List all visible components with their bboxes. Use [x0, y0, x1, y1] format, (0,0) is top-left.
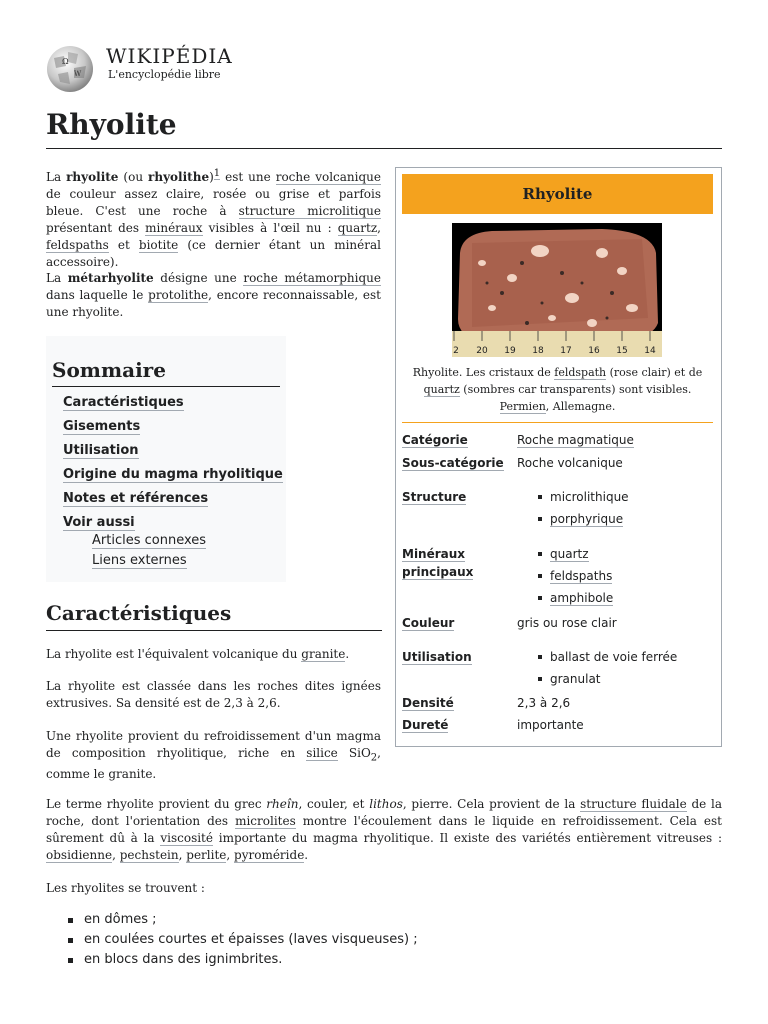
- link-biotite[interactable]: biotite: [138, 238, 179, 252]
- link-structure-microlitique[interactable]: structure microlitique: [238, 204, 382, 218]
- ruler-label: 20: [476, 346, 488, 356]
- ref-link[interactable]: 1: [213, 168, 221, 179]
- section-paragraph-1: La rhyolite est l'équivalent volcanique du granite.: [46, 647, 350, 661]
- ruler-label: 18: [532, 346, 544, 356]
- toc-item-voir-aussi[interactable]: Voir aussi: [63, 515, 135, 530]
- rhyolite-locations-list: [66, 910, 418, 967]
- infobox-value-sous-categorie: Roche volcanique: [517, 456, 623, 470]
- svg-text:Ω: Ω: [62, 57, 69, 66]
- ruler-label: 15: [616, 346, 628, 356]
- infobox-label-mineraux[interactable]: Minéraux principaux: [402, 547, 474, 579]
- list-item: en blocs dans des ignimbrites.: [66, 950, 418, 970]
- toc-item-gisements[interactable]: Gisements: [63, 419, 141, 434]
- bold-term: rhyolite: [66, 170, 119, 184]
- section-paragraph-2: La rhyolite est classée dans les roches dites ignées extrusives. Sa densité est de 2,3 à 2,6.: [46, 679, 381, 710]
- infobox: [395, 167, 722, 747]
- link-silice[interactable]: silice: [306, 746, 338, 760]
- link-pyromeride[interactable]: pyroméride: [234, 848, 305, 862]
- infobox-utilisation-list: [536, 648, 677, 692]
- link-obsidienne[interactable]: obsidienne: [46, 848, 113, 862]
- toc-subitem-liens[interactable]: Liens externes: [92, 553, 187, 568]
- infobox-label-couleur[interactable]: Couleur: [402, 616, 455, 630]
- rhyolite-specimen-image[interactable]: [452, 223, 662, 357]
- table-of-contents: [46, 336, 286, 582]
- toc-subitem-articles[interactable]: Articles connexes: [92, 533, 207, 548]
- list-item[interactable]: quartz: [536, 545, 613, 567]
- link-pechstein[interactable]: pechstein: [119, 848, 179, 862]
- infobox-mineraux-list: [536, 545, 613, 611]
- infobox-separator: [402, 422, 713, 423]
- link-permien[interactable]: Permien: [499, 400, 546, 413]
- ruler-label: 17: [560, 346, 572, 356]
- section-heading: Caractéristiques: [46, 601, 232, 625]
- bold-term: métarhyolite: [67, 271, 154, 285]
- list-item[interactable]: feldspaths: [536, 567, 613, 589]
- link-structure-fluidale[interactable]: structure fluidale: [580, 797, 687, 811]
- link-quartz[interactable]: quartz: [423, 383, 460, 396]
- link-microlites[interactable]: microlites: [235, 814, 296, 828]
- infobox-label-durete[interactable]: Dureté: [402, 718, 449, 732]
- infobox-label-structure: Structure: [402, 490, 467, 504]
- section-paragraph-3: Une rhyolite provient du refroidissement d'un magma de composition rhyolitique, riche en silice SiO$_2$, comme le granite.: [46, 729, 381, 782]
- infobox-label-densite[interactable]: Densité: [402, 696, 454, 710]
- infobox-value-durete: importante: [517, 718, 584, 732]
- list-item: microlithique: [536, 488, 629, 510]
- link-mineraux[interactable]: minéraux: [145, 221, 203, 235]
- toc-title: Sommaire: [52, 358, 166, 382]
- svg-text:W: W: [74, 70, 82, 78]
- list-item: ballast de voie ferrée: [536, 648, 677, 670]
- list-item: granulat: [536, 670, 677, 692]
- link-roche-metamorphique[interactable]: roche métamorphique: [243, 271, 381, 285]
- list-item: en dômes ;: [66, 910, 418, 930]
- intro-paragraph-1: La rhyolite (ou rhyolithe)$^1$ est une roche volcanique de couleur assez claire, rosée ou grise et parfois bleue. C'est une roche à structure microlitique présentant des minéraux visibles à l'œil nu : quartz, feldspaths et biotite (ce dernier étant un minéral accessoire).: [46, 168, 382, 269]
- section-paragraph-5: Les rhyolites se trouvent :: [46, 881, 205, 895]
- ruler-label: 16: [588, 346, 600, 356]
- list-item: en coulées courtes et épaisses (laves visqueuses) ;: [66, 930, 418, 950]
- link-protolithe[interactable]: protolithe: [148, 288, 209, 302]
- infobox-structure-list: [536, 488, 629, 532]
- toc-item-utilisation[interactable]: Utilisation: [63, 443, 139, 458]
- infobox-label-categorie[interactable]: Catégorie: [402, 433, 468, 447]
- infobox-title: Rhyolite: [402, 174, 713, 214]
- wikipedia-globe-icon[interactable]: [44, 42, 96, 94]
- toc-item-caracteristiques[interactable]: Caractéristiques: [63, 395, 184, 410]
- link-feldspaths[interactable]: feldspaths: [46, 238, 109, 252]
- tagline: L'encyclopédie libre: [108, 68, 221, 81]
- link-viscosite[interactable]: viscosité: [160, 831, 213, 845]
- toc-divider: [52, 386, 280, 387]
- list-item[interactable]: porphyrique: [536, 510, 629, 532]
- toc-item-origine[interactable]: Origine du magma rhyolitique: [63, 467, 283, 482]
- title-divider: [46, 148, 722, 149]
- infobox-label-sous-categorie[interactable]: Sous-catégorie: [402, 456, 504, 470]
- ruler-label: 14: [644, 346, 656, 356]
- infobox-value-densite: 2,3 à 2,6: [517, 696, 571, 710]
- intro-paragraph-2: La métarhyolite désigne une roche métamorphique dans laquelle le protolithe, encore reconnaissable, est une rhyolite.: [46, 271, 382, 319]
- link-quartz[interactable]: quartz: [337, 221, 378, 235]
- section-divider: [46, 630, 382, 631]
- infobox-value-couleur: gris ou rose clair: [517, 616, 617, 630]
- ruler-label: 19: [504, 346, 516, 356]
- page-title: Rhyolite: [46, 108, 177, 141]
- link-roche-volcanique[interactable]: roche volcanique: [275, 170, 382, 184]
- ruler-label: 2: [453, 346, 459, 356]
- infobox-label-utilisation: Utilisation: [402, 650, 472, 664]
- link-granite[interactable]: granite: [301, 647, 346, 661]
- bold-term: rhyolithe: [148, 170, 210, 184]
- link-perlite[interactable]: perlite: [186, 848, 227, 862]
- image-caption: Rhyolite. Les cristaux de feldspath (rose clair) et de quartz (sombres car transparents) sont visibles. Permien, Allemagne.: [412, 366, 703, 413]
- toc-item-notes[interactable]: Notes et références: [63, 491, 209, 506]
- wordmark[interactable]: WIKIPÉDIA: [106, 44, 233, 68]
- list-item[interactable]: amphibole: [536, 589, 613, 611]
- link-feldspath[interactable]: feldspath: [554, 366, 607, 379]
- infobox-value-categorie[interactable]: Roche magmatique: [517, 433, 634, 447]
- section-paragraph-4: Le terme rhyolite provient du grec rheîn, couler, et lithos, pierre. Cela provient de la structure fluidale de la roche, dont l'orientation des microlites montre l'écoulement dans le liquide en refroidissement. Cela est sûrement dû à la viscosité importante du magma rhyolitique. Il existe des variétés entièrement vitreuses : obsidienne, pechstein, perlite, pyroméride.: [46, 797, 723, 862]
